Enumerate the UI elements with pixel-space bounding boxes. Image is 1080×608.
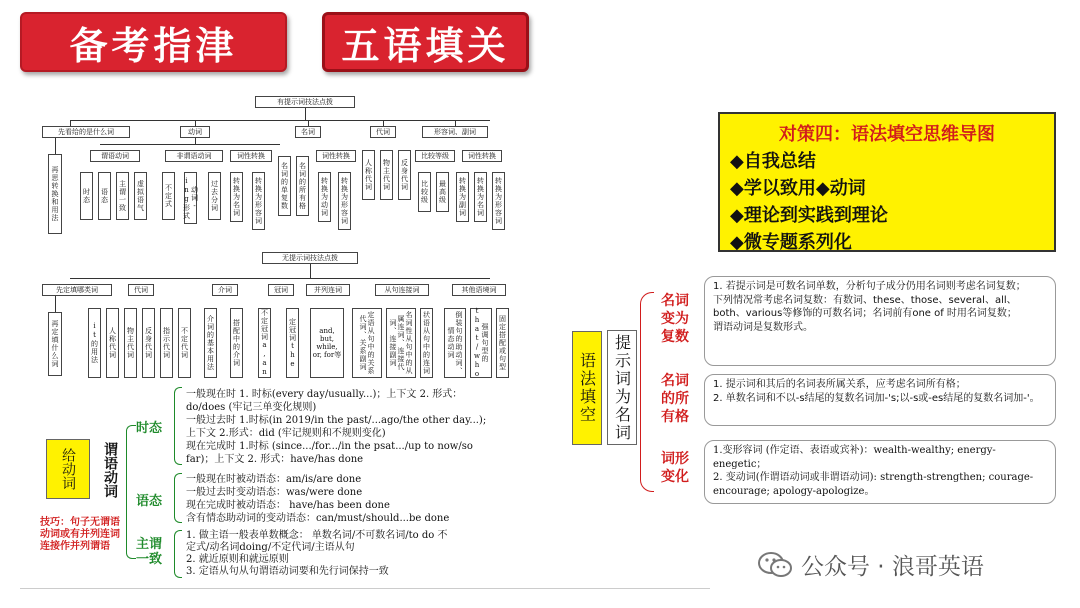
tree2-left-note: 先定填哪类词 [42,284,112,296]
tree2-branch: 从句连接词 [375,284,429,296]
bottom-divider [20,588,710,589]
tree1-verb-leaf: 不定式 [162,172,175,220]
tree1-branch-verb: 动词 [180,126,210,138]
tense-label: 时态 [136,421,163,436]
box-possessive: 1. 提示词和其后的名词表所属关系，应考虑名词所有格； 2. 单数名词和不以-s结尾的复数名词加-'s;以-s或-es结尾的复数名词加-'。 [704,374,1056,426]
watermark [757,548,984,581]
tree1-noun-group: 词性转换 [316,150,356,162]
tree1-pron-leaf: 物主代词 [380,150,393,200]
tree1-left-vert: 再思转换和用法 [48,154,62,234]
tree2-clause-leaf: 定语从句中的关系代词、关系副词 [352,308,382,378]
verb-mid: 谓语动词 [102,442,118,498]
voice-line: 含有情态助动词的变动语态：can/must/should...be done [186,513,450,524]
tree1-noun-leaf: 名词的单复数 [278,156,291,216]
agreement-line: 定式/动名词doing/不定代词/主语从句 [186,542,355,553]
tree1-adj-leaf: 转换为形容词 [492,172,505,230]
verb-root-label: 给动词 [60,448,76,490]
tree1-verb-leaf: 语态 [98,172,111,220]
tree2-root: 无提示词技法点拨 [262,252,358,264]
wechat-icon [757,550,793,580]
tense-line: 一般过去时 1.时标(in 2019/in the past/...ago/the other day...); [186,415,487,426]
strategy-box [718,112,1056,252]
tree1-pron-leaf: 反身代词 [398,150,411,200]
agreement-line: 2. 就近原则和就远原则 [186,554,289,565]
tree2-left-vert: 再定填什么词 [48,312,62,376]
tree2-prep-leaf: 搭配中的介词 [230,308,243,378]
tense-line: 上下文 2.形式：did (牢记规则和不规则变化) [186,428,386,439]
tree2-clause-leaf: 状语从句中的连词 [420,308,433,378]
verb-mind-map [38,385,514,581]
voice-line: 一般过去时变动语态：was/were done [186,487,363,498]
tree2-pron-leaf: 反身代词 [142,308,155,378]
strategy-item: ◆微专题系列化 [730,232,852,253]
tree2-pron-leaf: it的用法 [88,308,101,378]
label-possessive: 名词的所有格 [661,373,689,425]
tree1-verb-leaf: 转换为名词 [230,172,243,222]
title-banner-right: 五语填关 [322,12,529,72]
tree1-adj-group: 比较等级 [415,150,455,162]
tree1-root: 有提示词技法点拨 [255,96,355,108]
strategy-item: ◆理论到实践到理论 [730,205,888,226]
tree2-pron-leaf: 不定代词 [178,308,191,378]
tree1-adj-leaf: 比较级 [418,172,431,212]
tense-line: far)；上下文 2. 形式：have/has done [186,454,364,465]
agreement-line: 1. 做主语一般表单数概念： 单数名词/不可数名词/to do 不 [186,530,448,541]
tree1-branch-adj: 形容词、副词 [422,126,488,138]
tree2-pron-leaf: 人称代词 [106,308,119,378]
tree2-pron-leaf: 物主代词 [124,308,137,378]
voice-label: 语态 [136,494,163,509]
tree1-verb-group-1: 谓语动词 [90,150,140,162]
tree1-verb-leaf: 动词-ing形式 [184,172,197,224]
voice-line: 现在完成时被动语态： have/has been done [186,500,390,511]
tree2-other-leaf: 倒装句的助动词、情态动词 [444,308,466,378]
tree1-adj-leaf: 转换为名词 [474,172,487,222]
tree1-verb-leaf: 主谓一致 [116,172,129,220]
tree1-pron-leaf: 人称代词 [362,150,375,200]
strategy-title: 对策四：语法填空思维导图 [779,124,995,145]
strategy-item: ◆自我总结 [730,151,816,172]
tree2-pron-leaf: 指示代词 [160,308,173,378]
agreement-line: 3. 定语从句从句谓语动词要和先行词保持一致 [186,566,389,577]
tree1-verb-leaf: 虚拟语气 [134,172,147,220]
tree1-noun-leaf: 名词的所有格 [296,156,309,216]
label-word-form: 词形变化 [661,451,689,485]
tree1-verb-leaf: 转换为形容词 [252,172,265,230]
tree2-other-leaf: 固定搭配或句型 [496,308,509,378]
tense-line: 一般现在时 1. 时标(every day/usually...)；上下文 2. 形式： [186,389,463,400]
grammar-sub: 提示词为名词 [607,330,637,445]
tree2-clause-leaf: 名词性从句中的从属连词、连接代词、连接副词 [386,308,416,378]
no-hint-word-tree [40,250,510,382]
strategy-item: ◆学以致用◆动词 [730,178,866,199]
tense-line: do/does (牢记三单变化规则) [186,402,317,413]
tip-note: 技巧：句子无谓语动词或有并列连词连接作并列谓语 [40,517,120,552]
title-banner-left: 备考指津 [20,12,287,72]
tree2-branch: 介词 [212,284,238,296]
voice-line: 一般现在时被动语态：am/is/are done [186,474,362,485]
tense-line: 现在完成时 1.时标 (since.../for.../in the psat.../up to now/so [186,441,473,452]
tree1-verb-group-3: 词性转换 [230,150,272,162]
tree2-branch: 冠词 [268,284,294,296]
tree1-verb-leaf: 过去分词 [208,172,221,220]
tree1-branch-pron: 代词 [370,126,396,138]
watermark-text: 公众号 · 浪哥英语 [801,554,984,580]
verb-root [46,439,90,499]
hint-word-tree [40,94,510,244]
tree2-prep-leaf: 介词的基本用法 [204,308,217,378]
label-plural: 名词变为复数 [661,293,689,345]
tree1-left-note: 先看给的是什么词 [42,126,130,138]
agreement-label: 主谓一致 [136,537,163,567]
tree2-art-leaf: 定冠词the [286,308,299,378]
tree2-branch: 并列连词 [306,284,350,296]
tree1-adj-leaf: 转换为副词 [456,172,469,222]
tree2-branch: 代词 [128,284,154,296]
box-plural: 1. 若提示词是可数名词单数，分析句子成分仍用名词则考虑名词复数； 下列情况常考虑名词复数：有数词、these、those、several、all、both、various等修饰的可数名词；名词前有one of 时用名词复数； 谓语动词是复数形式。 [704,276,1056,366]
grammar-root: 语法填空 [572,331,602,445]
tree2-other-leaf: 强调句型的that/who [470,308,492,378]
tree1-noun-conv: 转换为形容词 [338,172,351,230]
tree1-noun-conv: 转换为动词 [318,172,331,222]
tree2-branch: 其他语境词 [452,284,506,296]
tree2-art-leaf: 不定冠词a,an [258,308,271,378]
tree1-adj-group: 词性转换 [462,150,502,162]
box-word-form: 1.变形容词 (作定语、表语或宾补)：wealth-wealthy; energy-enegetic； 2. 变动词(作谓语动词或非谓语动词): strength-strengthen; courage-encourage; apology-apologize。 [704,440,1056,504]
tree1-verb-leaf: 时态 [80,172,93,220]
tree1-adj-leaf: 最高级 [436,172,449,212]
tree1-branch-noun: 名词 [295,126,321,138]
tree1-verb-group-2: 非谓语动词 [165,150,223,162]
tree2-conj-box: and, but, while, or, for等 [310,308,344,378]
